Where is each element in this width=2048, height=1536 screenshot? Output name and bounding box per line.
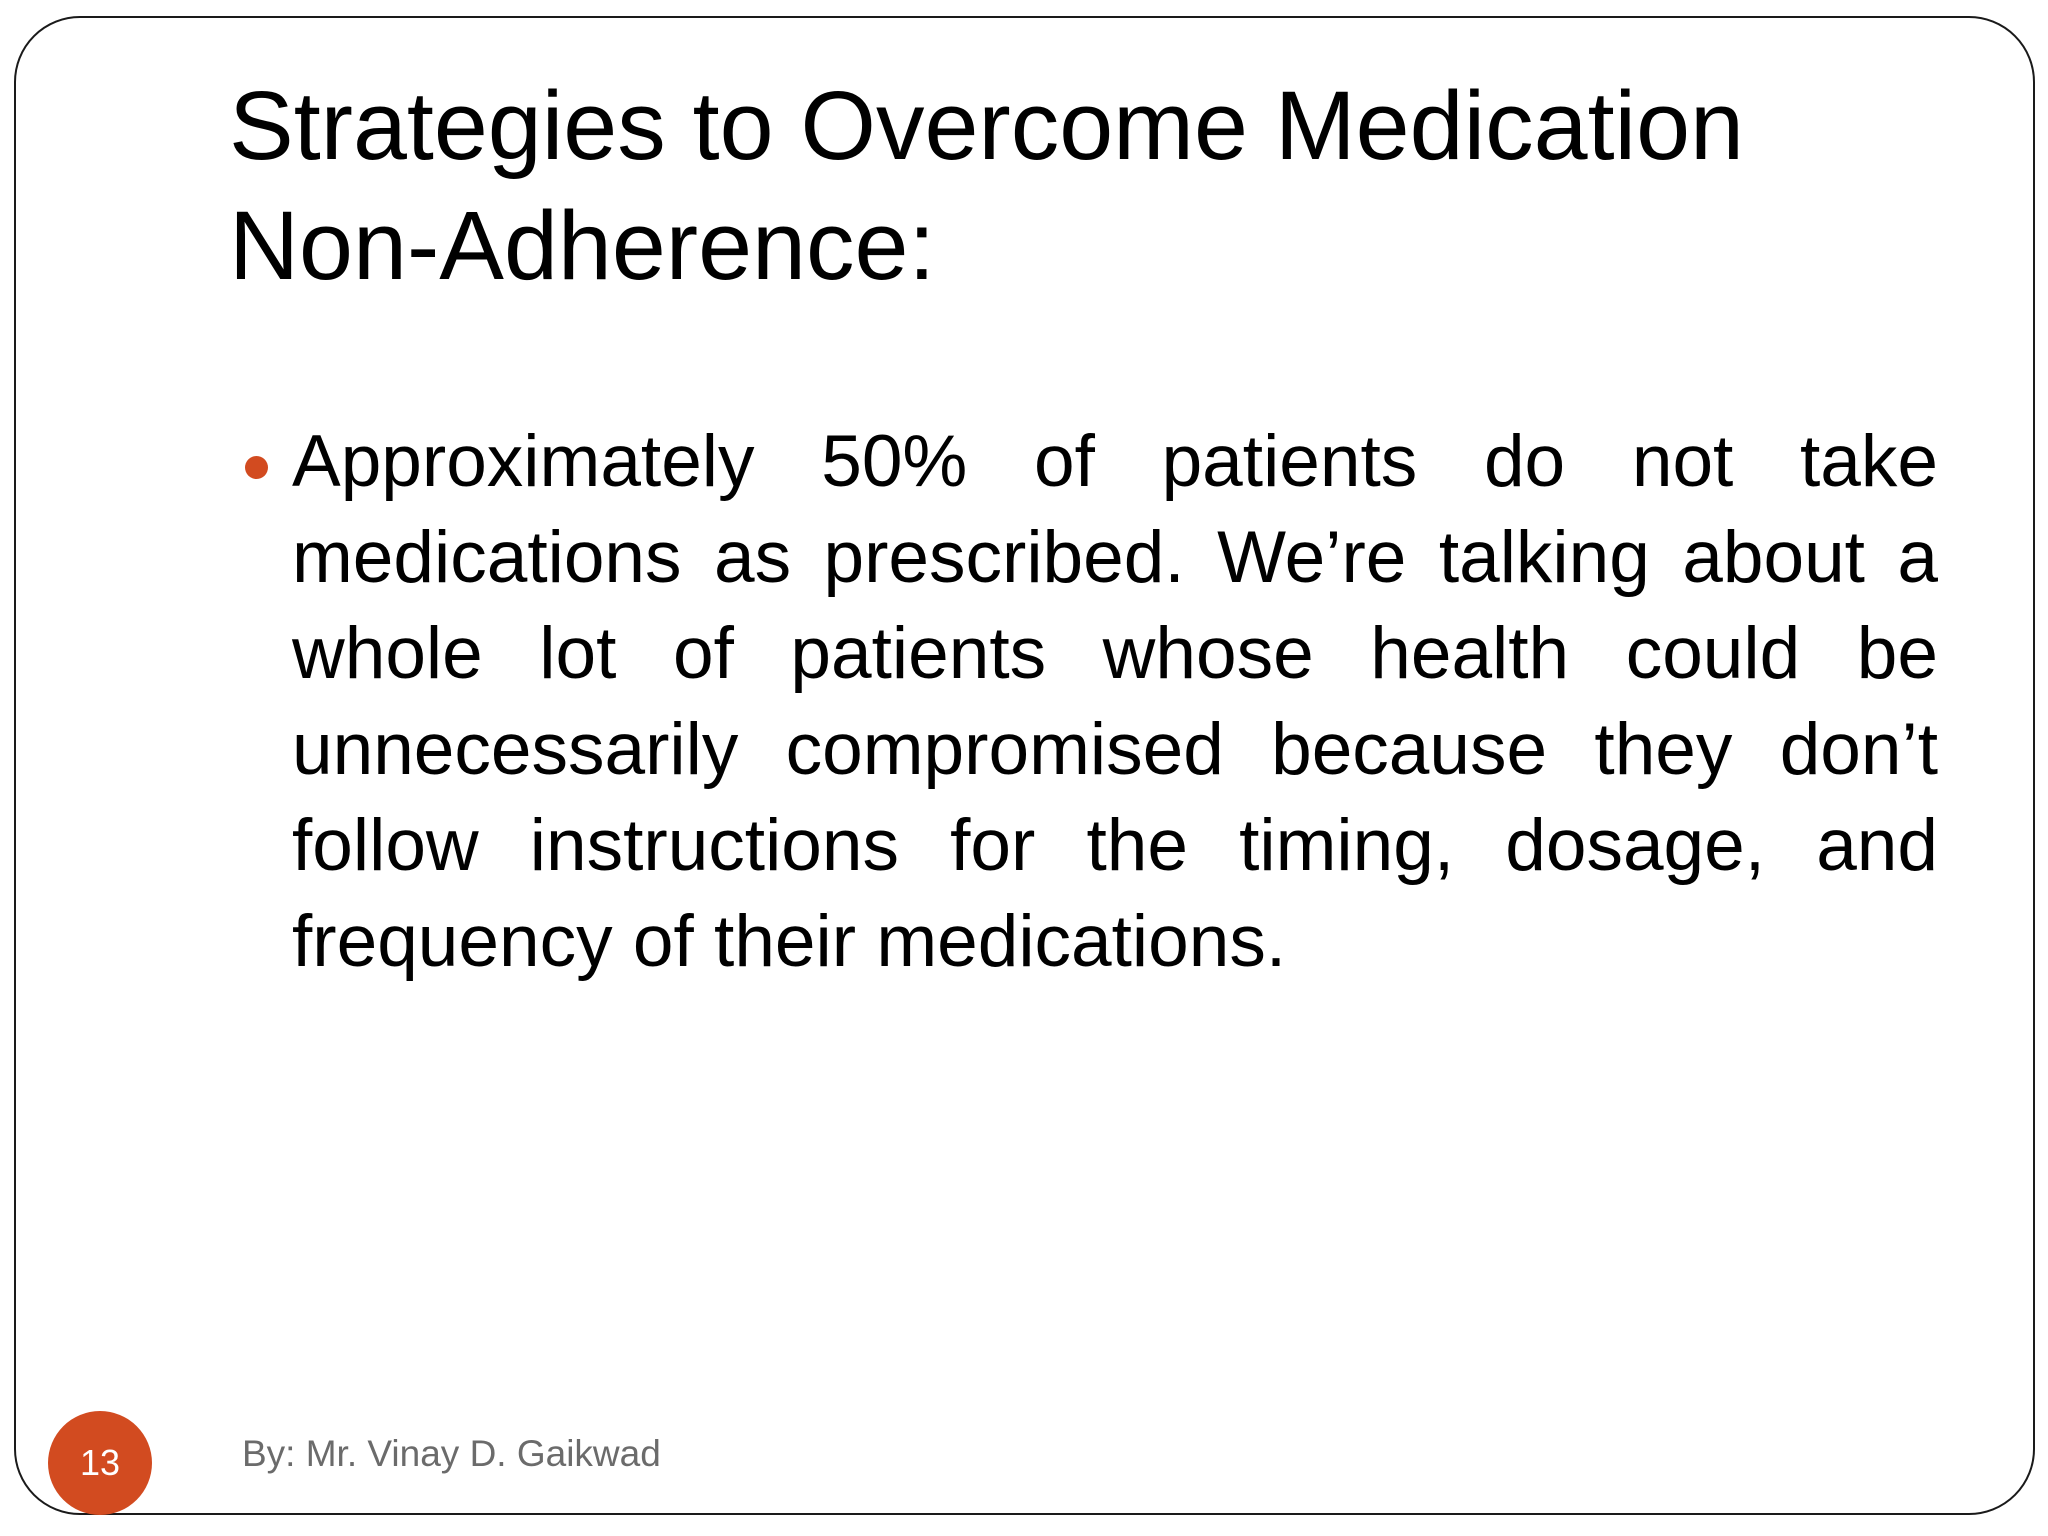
bullet-text: Approximately 50% of patients do not take medications as prescribed. We’re talking about a whole lot of patients whose health could be unnecessarily compromised because they don’t follow instructions for the timing, dosage, and frequency of their medications. [292, 421, 1938, 982]
page-number-badge: 13 [48, 1411, 152, 1515]
bullet-item [234, 414, 1938, 990]
bullet-list [234, 414, 1938, 990]
slide-frame [14, 16, 2035, 1515]
bullet-dot-icon [245, 456, 268, 479]
footer-author: By: Mr. Vinay D. Gaikwad [242, 1433, 661, 1474]
slide-title: Strategies to Overcome Medication Non-Adherence: [229, 71, 1744, 300]
